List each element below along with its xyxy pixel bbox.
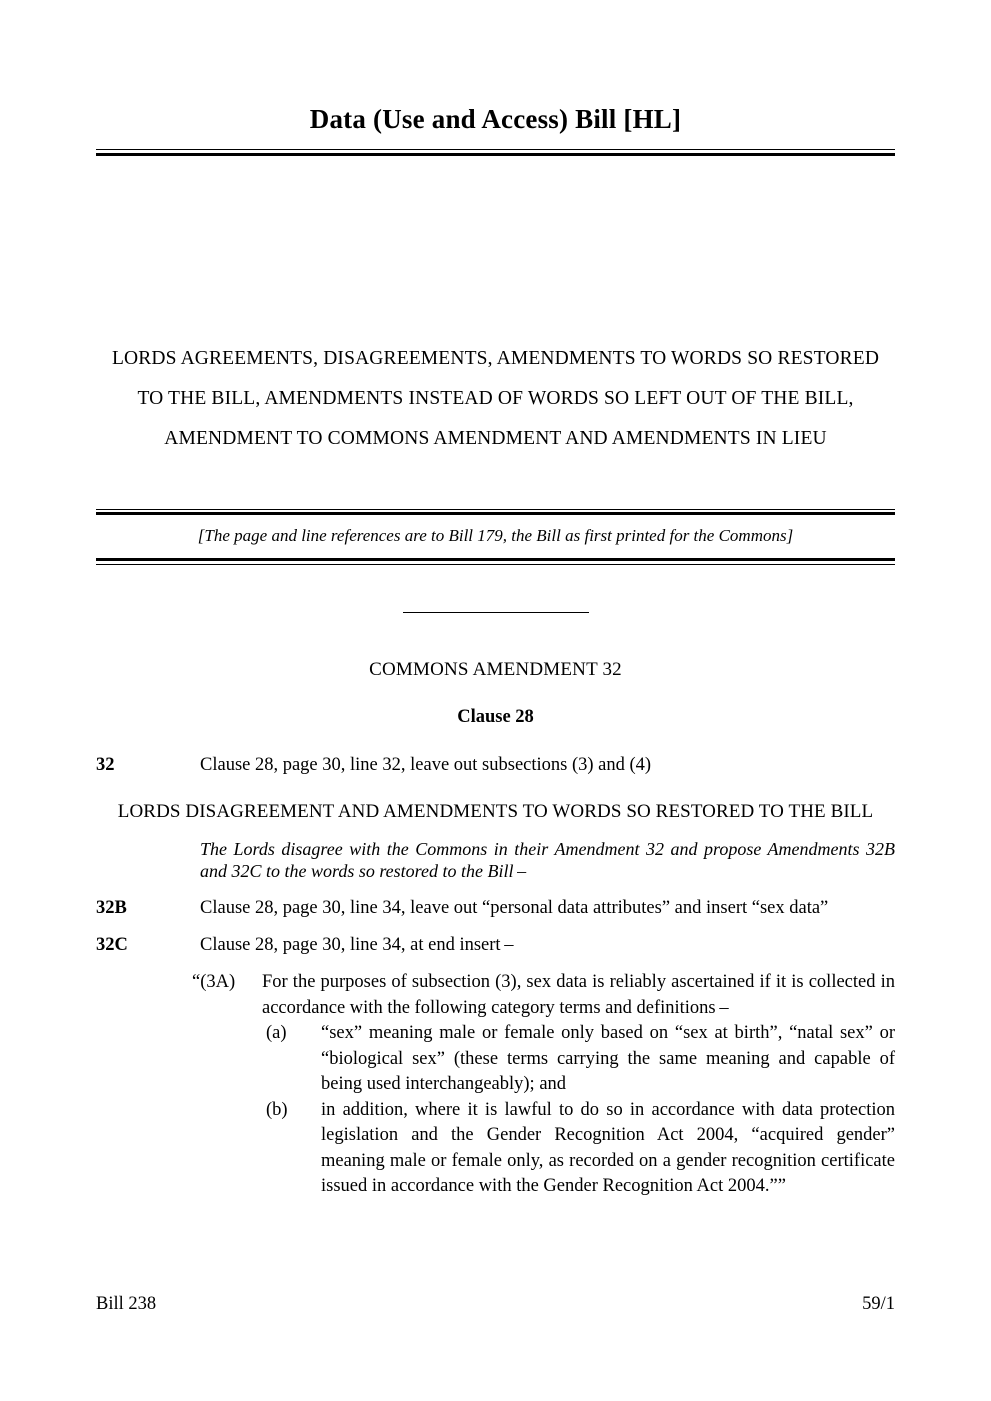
inserted-paragraph-a — [266, 1021, 895, 1098]
spacer-before-note — [96, 459, 895, 495]
amendment-text-32c: Clause 28, page 30, line 34, at end insert – — [200, 935, 514, 956]
note-rule-below — [96, 558, 895, 565]
amendment-row-32b — [96, 896, 895, 921]
main-heading-line-3: AMENDMENT TO COMMONS AMENDMENT AND AMENDMENTS IN LIEU — [164, 427, 827, 449]
amendment-row-32 — [96, 753, 895, 778]
spacer-before-amendment-32b — [96, 882, 895, 896]
lords-disagreement-note: The Lords disagree with the Commons in their Amendment 32 and propose Amendments 32B and 32C to the words so restored to the Bill – — [200, 839, 895, 882]
amendment-text-32: Clause 28, page 30, line 32, leave out subsections (3) and (4) — [200, 755, 652, 776]
spacer-before-short-rule — [96, 565, 895, 612]
paragraph-marker-b: (b) — [266, 1099, 288, 1120]
amendment-text-32b: Clause 28, page 30, line 34, leave out “personal data attributes” and insert “sex data” — [200, 898, 829, 919]
lords-disagreement-heading: LORDS DISAGREEMENT AND AMENDMENTS TO WORDS SO RESTORED TO THE BILL — [117, 801, 874, 823]
inserted-paragraph-b — [266, 1098, 895, 1200]
page-footer — [96, 1294, 895, 1315]
spacer-between-amendments — [96, 921, 895, 933]
inserted-subsection-3a — [192, 970, 895, 1021]
spacer-after-title-rule — [96, 156, 895, 339]
spacer-before-amendment-32 — [96, 728, 895, 753]
spacer-before-clause-heading — [96, 681, 895, 707]
spacer-after-short-rule — [96, 613, 895, 659]
main-heading-line-1: LORDS AGREEMENTS, DISAGREEMENTS, AMENDMENTS TO WORDS SO RESTORED — [111, 347, 880, 369]
main-heading — [96, 339, 895, 459]
clause-heading: Clause 28 — [457, 707, 534, 728]
paragraph-marker-a: (a) — [266, 1023, 287, 1044]
amendment-number-32c: 32C — [96, 935, 128, 956]
spacer-before-lords-note — [96, 823, 895, 838]
paragraph-text-a: “sex” meaning male or female only based on “sex at birth”, “natal sex” or “biological sex” (these terms carrying the same meaning and capable of being used interchangeably); and — [321, 1023, 895, 1095]
note-rule-above — [96, 509, 895, 516]
amendment-row-32c — [96, 933, 895, 958]
subsection-text-3a: For the purposes of subsection (3), sex data is reliably ascertained if it is collected in accordance with the following category terms and definitions – — [262, 972, 895, 1018]
footer-page-number: 59/1 — [862, 1294, 895, 1314]
footer-bill-number: Bill 238 — [96, 1294, 157, 1314]
subsection-marker-3a: “(3A) — [192, 972, 236, 993]
amendment-number-32b: 32B — [96, 898, 127, 919]
commons-amendment-heading: COMMONS AMENDMENT 32 — [369, 659, 622, 681]
paragraph-text-b: in addition, where it is lawful to do so in accordance with data protection legislation and the Gender Recognition Act 2004, “acquired gender” meaning male or female only, as recorded on a gender recognition certificate issued in accordance with the Gender Recognition Act 2004.”” — [321, 1099, 895, 1197]
title-double-rule — [96, 149, 895, 156]
main-heading-line-2: TO THE BILL, AMENDMENTS INSTEAD OF WORDS SO LEFT OUT OF THE BILL, — [137, 387, 854, 409]
spacer-before-disagreement-heading — [96, 778, 895, 801]
spacer-before-subsection — [96, 958, 895, 970]
reference-note: [The page and line references are to Bill 179, the Bill as first printed for the Commons] — [197, 526, 794, 546]
page-title: Data (Use and Access) Bill [HL] — [309, 104, 682, 134]
amendment-number-32: 32 — [96, 755, 115, 776]
